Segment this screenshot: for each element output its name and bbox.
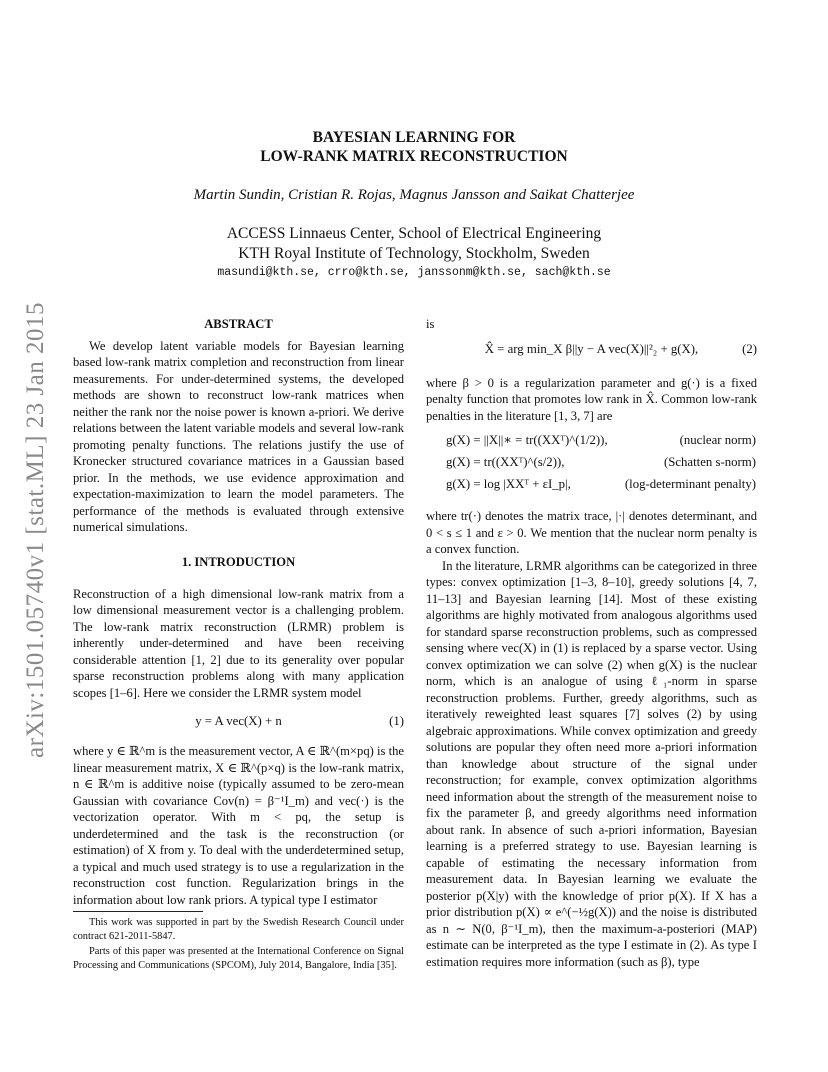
paragraph-literature: In the literature, LRMR algorithms can be categorized in three types: convex optimization [1–3, 8–10], greedy solutions [4, 7, 11–13] and Bayesian learning [14]. Most of these existing algorithms are highly motivated from analogous algorithms used for standard sparse reconstruction problems, such as compressed sensing where vec(X) in (1) is replaced by a sparse vector. Using convex optimization we can solve (2) when g(X) is the nuclear norm, which is an analogue of using ℓ₁-norm in sparse reconstruction problems. Further, greedy algorithms, such as iteratively reweighted least squares [7] solves (2) by using algebraic approximations. While convex optimization and greedy solutions are popular they often need more a-priori information than knowledge about structure of the signal under reconstruction; for example, convex optimization algorithms need information about the strength of the measurement noise to fix the parameter β, and greedy algorithms need information about rank. In absence of such a-priori information, Bayesian learning is a preferred strategy to use. Bayesian learning is capable of estimating the necessary information from measurement data. In Bayesian learning we evaluate the posterior p(X|y) with the knowledge of prior p(X). If X has a prior distribution p(X) ∝ e^(−½g(X)) and the noise is distributed as n ∼ N(0, β⁻¹I_m), then the maximum-a-posteriori (MAP) estimate can be interpreted as the type I estimate in (2). As type I estimation requires more information (such as β), type — [426, 558, 757, 969]
penalty-logdet — [446, 476, 756, 494]
paper-title-line1: BAYESIAN LEARNING FOR — [312, 129, 516, 146]
paragraph-after-penalties: where tr(·) denotes the matrix trace, |·| denotes determinant, and 0 < s ≤ 1 and ε > 0. We mention that the nuclear norm penalty is a convex function. — [426, 509, 757, 556]
penalty-formula: g(X) = log |XXᵀ + εI_p|, — [446, 477, 571, 491]
footnote-spcom: Parts of this paper was presented at the International Conference on Signal Processing and Communications (SPCOM), July 2014, Bangalore, India [35]. — [73, 946, 404, 971]
equation-1 — [73, 713, 404, 733]
paragraph-after-eq2: where β > 0 is a regularization parameter and g(·) is a fixed penalty function that promotes low rank in X̂. Common low-rank penalties in the literature [1, 3, 7] are — [426, 375, 757, 423]
author-list: Martin Sundin, Cristian R. Rojas, Magnus Jansson and Saikat Chatterjee — [193, 187, 635, 203]
equation-2-body: X̂ = arg min_X β||y − A vec(X)||²₂ + g(X), — [484, 341, 699, 356]
penalty-schatten — [446, 454, 756, 472]
arxiv-stamp-text: arXiv:1501.05740v1 [stat.ML] 23 Jan 2015 — [22, 301, 49, 759]
affiliation-line2: KTH Royal Institute of Technology, Stockholm, Sweden — [238, 245, 590, 262]
arxiv-stamp — [14, 300, 58, 760]
penalty-list — [426, 432, 757, 502]
penalty-nuclear — [446, 432, 756, 450]
footnotes — [73, 916, 404, 972]
intro-paragraph-2: where y ∈ ℝ^m is the measurement vector, A ∈ ℝ^(m×pq) is the linear measurement matrix, X ∈ ℝ^(p×q) is the low-rank matrix, n ∈ ℝ^m is additive noise (typically assumed to be zero-mean Gaussian with covariance Cov(n) = β⁻¹I_m) and vec(·) is the vectorization operator. With m < pq, the setup is underdetermined and the task is the reconstruction (or estimation) of X from y. To deal with the underdetermined setup, a typical and much used strategy is to use a regularization in the reconstruction cost function. Regularization brings in the information about low rank priors. A typical type I estimator — [73, 744, 404, 907]
penalty-name: (nuclear norm) — [679, 433, 756, 447]
right-col-is: is — [426, 317, 435, 331]
introduction-heading: 1. INTRODUCTION — [181, 555, 296, 569]
affiliation-line1: ACCESS Linnaeus Center, School of Electrical Engineering — [226, 225, 602, 242]
footnote-funding: This work was supported in part by the Swedish Research Council under contract 621-2011-5847. — [73, 917, 404, 942]
right-column — [426, 316, 757, 970]
author-emails: masundi@kth.se, crro@kth.se, janssonm@kth.se, sach@kth.se — [217, 266, 611, 279]
penalty-formula: g(X) = ||X||∗ = tr((XXᵀ)^(1/2)), — [446, 433, 608, 447]
equation-1-number: (1) — [389, 714, 404, 728]
penalty-name: (Schatten s-norm) — [663, 455, 756, 469]
footnote-rule — [73, 911, 203, 912]
equation-2 — [426, 341, 757, 365]
intro-paragraph-1: Reconstruction of a high dimensional low-rank matrix from a low dimensional measurement vector is a challenging problem. The low-rank matrix reconstruction (LRMR) problem is inherently under-determined and have been receiving considerable attention [1, 2] due to its generality over popular sparse reconstruction problems along with many application scopes [1–6]. Here we consider the LRMR system model — [73, 586, 404, 700]
equation-2-number: (2) — [742, 341, 757, 356]
penalty-formula: g(X) = tr((XXᵀ)^(s/2)), — [446, 455, 565, 469]
abstract-text: We develop latent variable models for Bayesian learning based low-rank matrix completion and reconstruction from linear measurements. For under-determined systems, the developed methods are shown to reconstruct low-rank matrices when neither the rank nor the noise power is known a-priori. We derive relations between the latent variable models and several low-rank promoting penalty functions. The relations justify the use of Kronecker structured covariance matrices in a Gaussian based prior. In the methods, we use evidence approximation and expectation-maximization to learn the model parameters. The performance of the methods is evaluated through extensive numerical simulations. — [73, 338, 404, 534]
paper-title-line2: LOW-RANK MATRIX RECONSTRUCTION — [260, 148, 568, 165]
introduction-section — [73, 554, 404, 908]
abstract-heading: ABSTRACT — [204, 317, 273, 331]
abstract-section — [73, 316, 404, 536]
equation-1-body: y = A vec(X) + n — [195, 714, 282, 728]
penalty-name: (log-determinant penalty) — [624, 477, 756, 491]
